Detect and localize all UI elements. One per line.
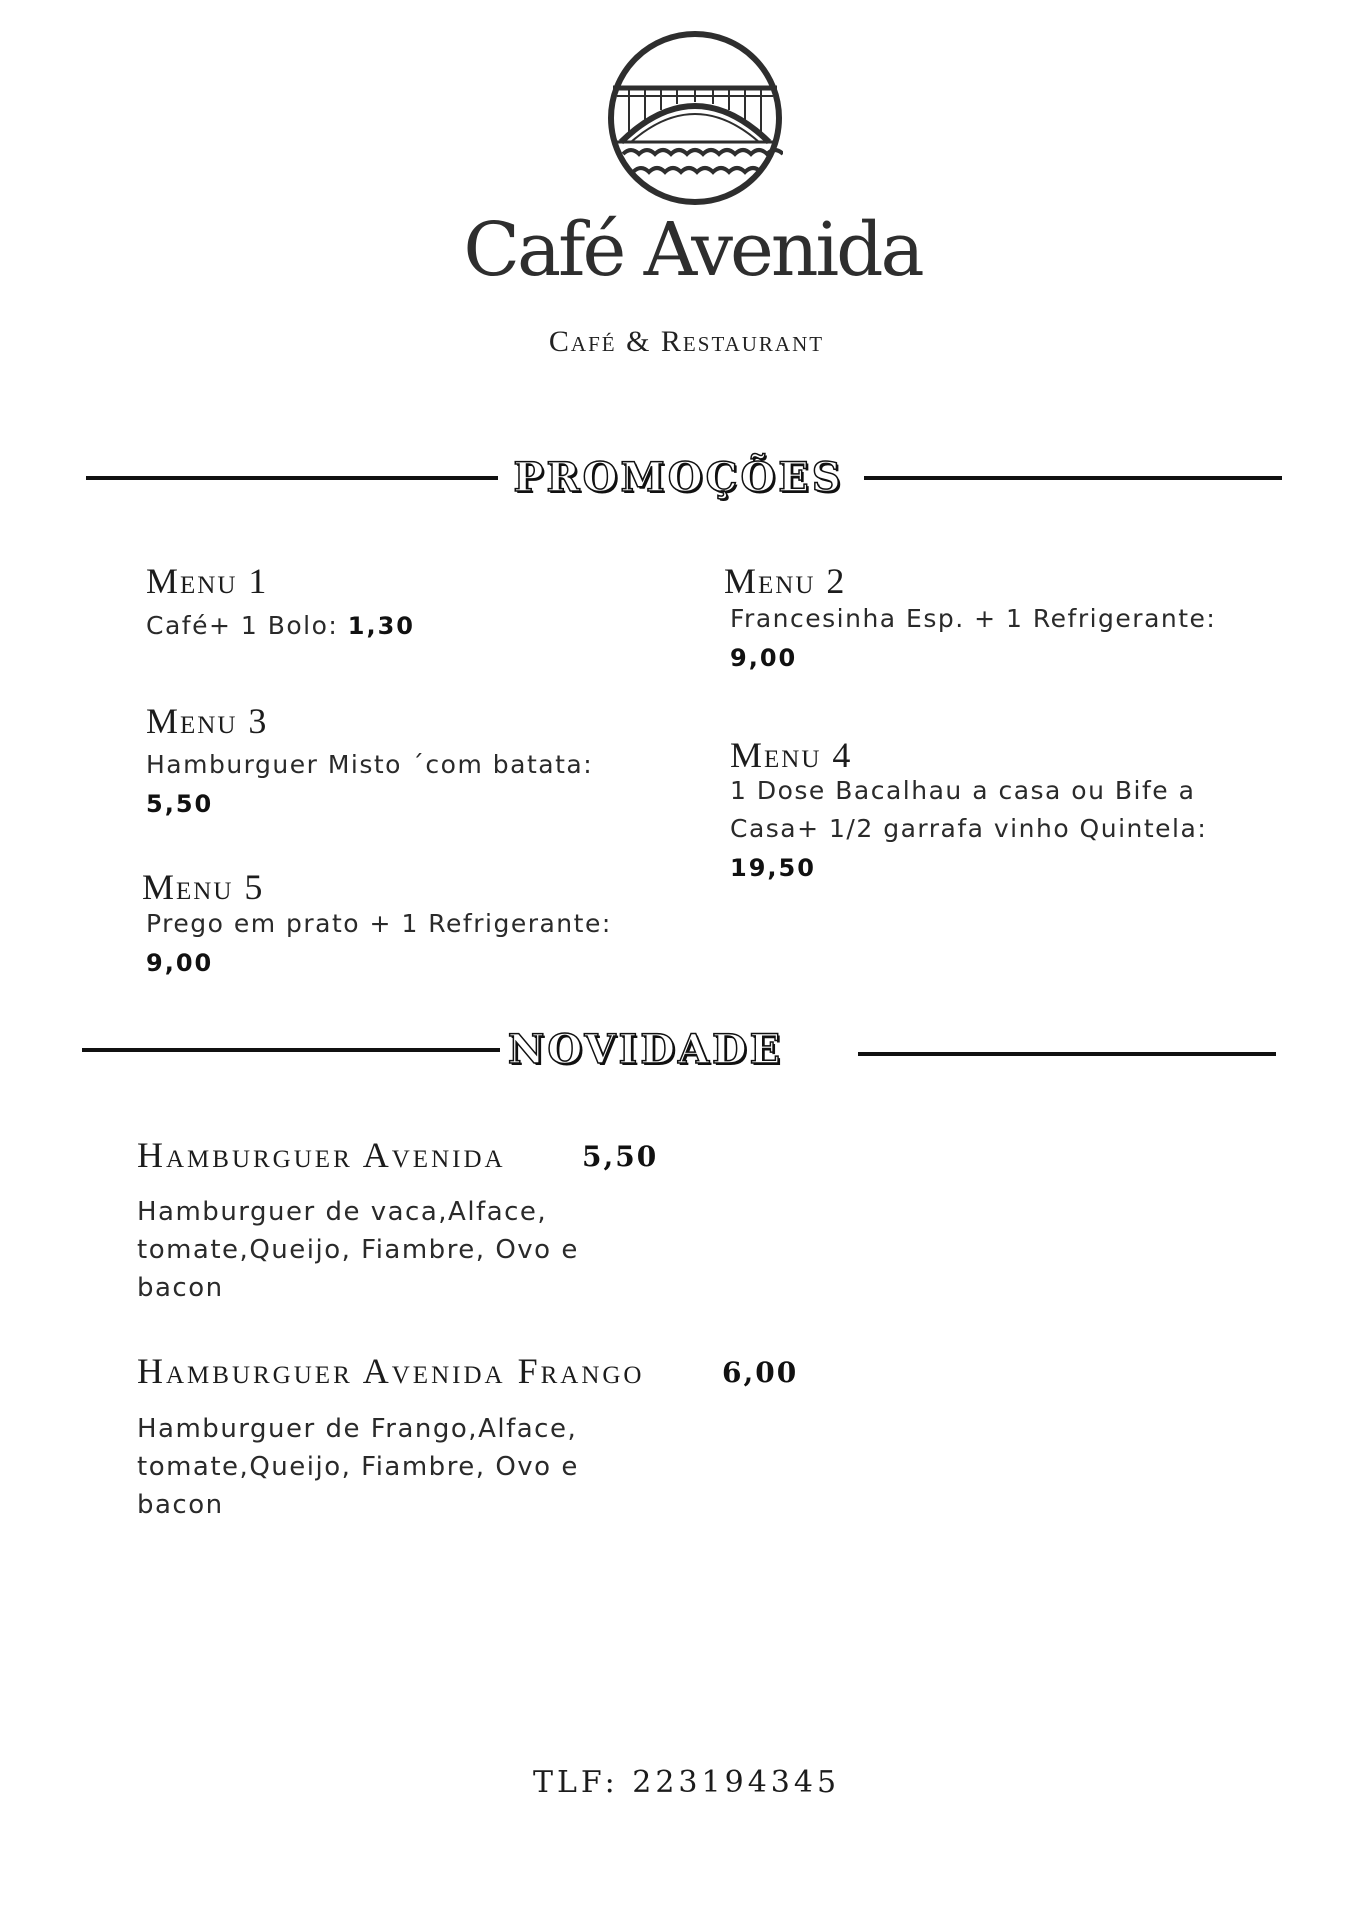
novidade-title: Hamburguer Avenida xyxy=(137,1135,506,1175)
promocoes-header xyxy=(0,448,1357,508)
menu-desc: Hamburguer Misto ´com batata: xyxy=(146,750,594,779)
novidade-price: 5,50 xyxy=(582,1140,659,1173)
novidade-header xyxy=(0,1020,1357,1080)
menu-desc: Prego em prato + 1 Refrigerante: xyxy=(146,909,612,938)
menu-title: Menu 2 xyxy=(724,561,847,601)
brand-name: Café Avenida xyxy=(463,207,922,293)
novidade-price: 6,00 xyxy=(722,1356,799,1389)
section-title: NOVIDADE xyxy=(507,1026,784,1073)
menu-title: Menu 1 xyxy=(146,561,269,601)
menu-price: 9,00 xyxy=(146,949,214,977)
menu-price: 9,00 xyxy=(730,644,798,672)
menu-title: Menu 4 xyxy=(730,735,853,775)
menu-title: Menu 3 xyxy=(146,701,269,741)
novidade-title: Hamburguer Avenida Frango xyxy=(137,1351,645,1391)
novidade-desc: Hamburguer de vaca,Alface, tomate,Queijo, Fiambre, Ovo e bacon xyxy=(137,1197,579,1303)
tagline: Café & Restaurant xyxy=(548,325,825,358)
section-title: PROMOÇÕES xyxy=(513,454,844,501)
menu-desc: Francesinha Esp. + 1 Refrigerante: xyxy=(730,604,1217,633)
menu-desc-text: Café+ 1 Bolo: xyxy=(146,611,339,640)
novidade-desc: Hamburguer de Frango,Alface, tomate,Queijo, Fiambre, Ovo e bacon xyxy=(137,1414,579,1520)
bridge-river-logo-icon xyxy=(607,30,783,206)
menu-desc: 1 Dose Bacalhau a casa ou Bife a Casa+ 1/2 garrafa vinho Quintela: xyxy=(730,776,1208,843)
menu-price: 1,30 xyxy=(347,612,415,640)
menu-desc xyxy=(146,607,646,645)
phone-number: TLF: 223194345 xyxy=(532,1765,841,1800)
menu-title: Menu 5 xyxy=(142,867,265,907)
menu-price: 19,50 xyxy=(730,854,816,882)
menu-price: 5,50 xyxy=(146,790,214,818)
